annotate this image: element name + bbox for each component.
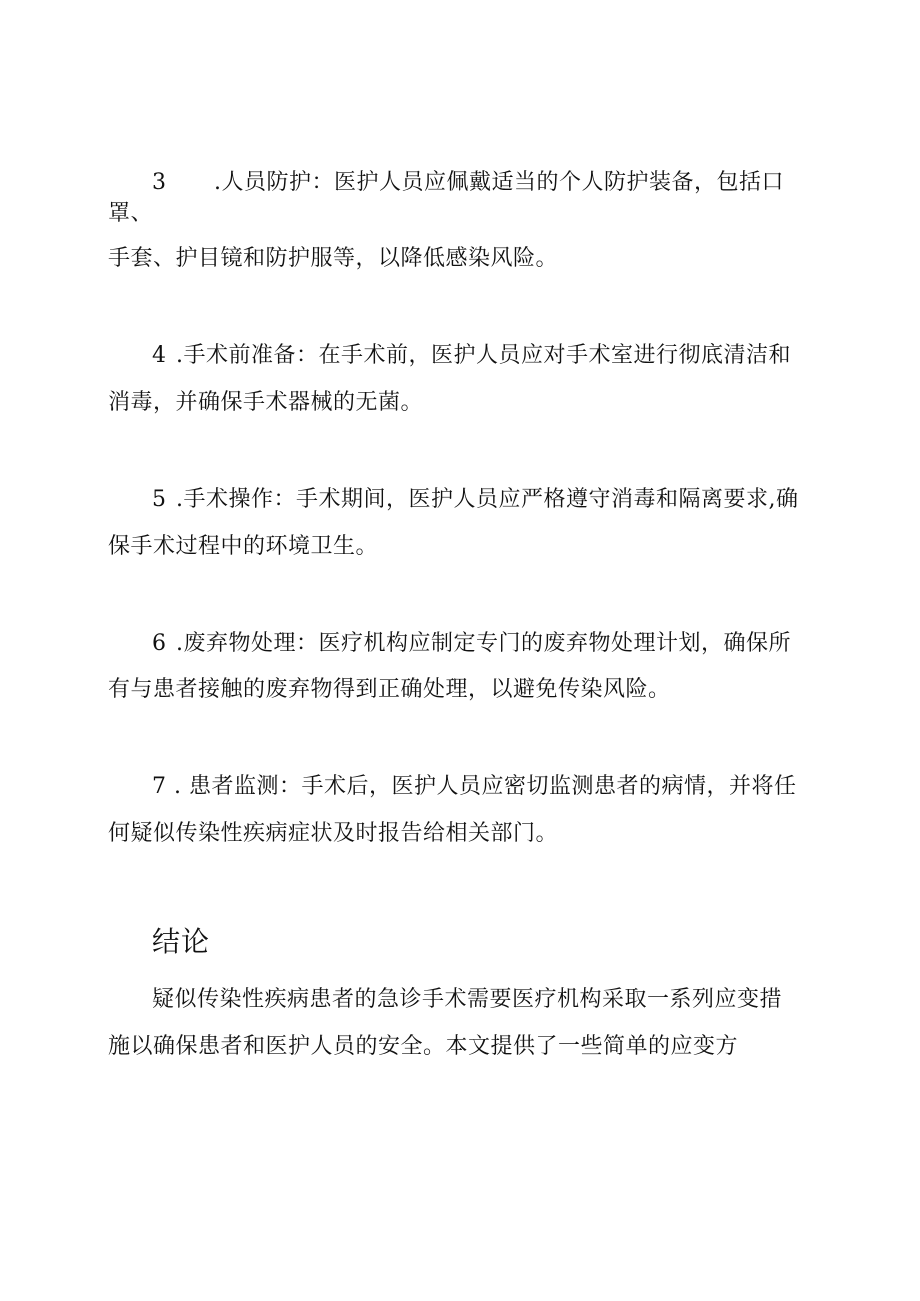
item-4-number: 4: [152, 343, 167, 368]
item-6-line-2: 有与患者接触的废弃物得到正确处理，以避免传染风险。: [108, 677, 671, 702]
item-7-text-1: . 患者监测：手术后，医护人员应密切监测患者的病情，并将任: [174, 774, 797, 799]
item-7-line-2: 何疑似传染性疾病症状及时报告给相关部门。: [108, 821, 559, 846]
item-4-line-1: [152, 341, 791, 371]
item-7-line-1: [152, 772, 797, 802]
item-5-text-1: .手术操作：手术期间，医护人员应严格遵守消毒和隔离要求,确: [176, 487, 799, 512]
item-3-line-2: 罩、: [108, 201, 154, 226]
item-3-line-3: 手套、护目镜和防护服等，以降低感染风险。: [108, 246, 559, 271]
item-5-number: 5: [152, 487, 167, 512]
item-7-number: 7: [152, 774, 167, 799]
item-5-line-2: 保手术过程中的环境卫生。: [108, 534, 379, 559]
item-5-line-1: [152, 485, 799, 515]
item-4-line-2: 消毒，并确保手术器械的无菌。: [108, 390, 424, 415]
conclusion-line-2: 施以确保患者和医护人员的安全。本文提供了一些简单的应变方: [108, 1034, 739, 1059]
conclusion-line-1: 疑似传染性疾病患者的急诊手术需要医疗机构采取一系列应变措: [152, 987, 783, 1012]
item-6-number: 6: [152, 631, 167, 656]
item-3-text-1: .人员防护：医护人员应佩戴适当的个人防护装备，包括口: [214, 170, 784, 195]
item-6-line-1: [152, 629, 791, 659]
item-4-text-1: .手术前准备：在手术前，医护人员应对手术室进行彻底清洁和: [176, 343, 791, 368]
item-3-line-1: [152, 168, 784, 198]
conclusion-heading: 结论: [152, 925, 211, 958]
item-3-number: 3: [152, 170, 167, 195]
item-6-text-1: .废弃物处理：医疗机构应制定专门的废弃物处理计划，确保所: [176, 631, 791, 656]
